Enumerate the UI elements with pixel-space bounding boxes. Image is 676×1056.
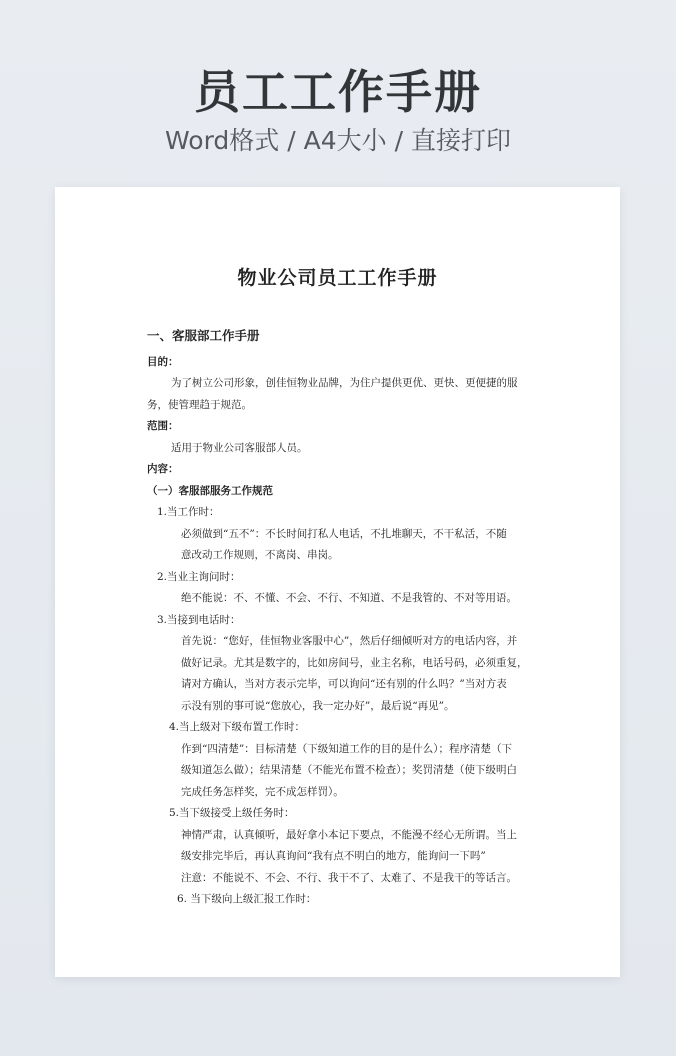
list-item-line: 神情严肃，认真倾听，最好拿小本记下要点，不能漫不经心无所谓。当上 (181, 828, 517, 841)
list-item-heading: 3.当接到电话时： (157, 613, 241, 626)
list-item-line: 作到“四清楚”：目标清楚（下级知道工作的目的是什么）；程序清楚（下 (181, 742, 512, 755)
list-item-line: 绝不能说：不、不懂、不会、不行、不知道、不是我管的、不对等用语。 (181, 592, 517, 604)
section-heading: 一、客服部工作手册 (147, 328, 260, 343)
document-title: 物业公司员工工作手册 (237, 267, 438, 289)
list-item-heading: 5.当下级接受上级任务时： (169, 807, 295, 819)
list-item-heading: 6. 当下级向上级汇报工作时： (177, 893, 317, 905)
list-item-line: 级安排完毕后，再认真询问“我有点不明白的地方，能询问一下吗” (181, 850, 486, 862)
list-item-heading: 2.当业主询问时： (157, 570, 241, 583)
list-item-line: 级知道怎么做）；结果清楚（不能光布置不检查）；奖罚清楚（使下级明白 (181, 764, 517, 776)
purpose-label: 目的： (147, 355, 179, 368)
scope-label: 范围： (147, 420, 179, 432)
banner (0, 62, 676, 158)
list-item-heading: 4.当上级对下级布置工作时： (169, 721, 306, 733)
banner-title: 员工工作手册 (194, 65, 482, 119)
list-item-line: 完成任务怎样奖，完不成怎样罚）。 (181, 785, 344, 798)
paragraph-line: 务，使管理趋于规范。 (147, 398, 252, 411)
list-item-line: 首先说：“您好，佳恒物业客服中心”，然后仔细倾听对方的电话内容，并 (181, 635, 518, 647)
list-item-line: 请对方确认，当对方表示完毕，可以询问“还有别的什么吗？”当对方表 (181, 678, 507, 690)
banner-subtitle: Word格式 / A4大小 / 直接打印 (165, 126, 511, 155)
document-page (55, 187, 620, 977)
list-item-line: 必须做到“五不”：不长时间打私人电话，不扎堆聊天，不干私活，不随 (181, 527, 507, 540)
list-item-line: 意改动工作规则，不离岗、串岗。 (181, 549, 339, 561)
content-label: 内容： (147, 463, 179, 475)
list-item-line: 示没有别的事可说“您放心，我一定办好”，最后说“再见”。 (181, 699, 455, 712)
paragraph-line: 为了树立公司形象，创佳恒物业品牌，为住户提供更优、更快、更便捷的服 (171, 377, 518, 389)
item-list (147, 502, 532, 911)
list-item-line: 做好记录。尤其是数字的，比如房间号，业主名称，电话号码，必须重复， (181, 656, 528, 669)
list-item-line: 注意：不能说不、不会、不行、我干不了、太难了、不是我干的等话言。 (181, 871, 517, 884)
paragraph-line: 适用于物业公司客服部人员。 (171, 441, 308, 454)
list-item-heading: 1.当工作时： (157, 506, 220, 518)
document-body (147, 325, 532, 911)
subsection-heading: （一）客服部服务工作规范 (147, 484, 273, 497)
